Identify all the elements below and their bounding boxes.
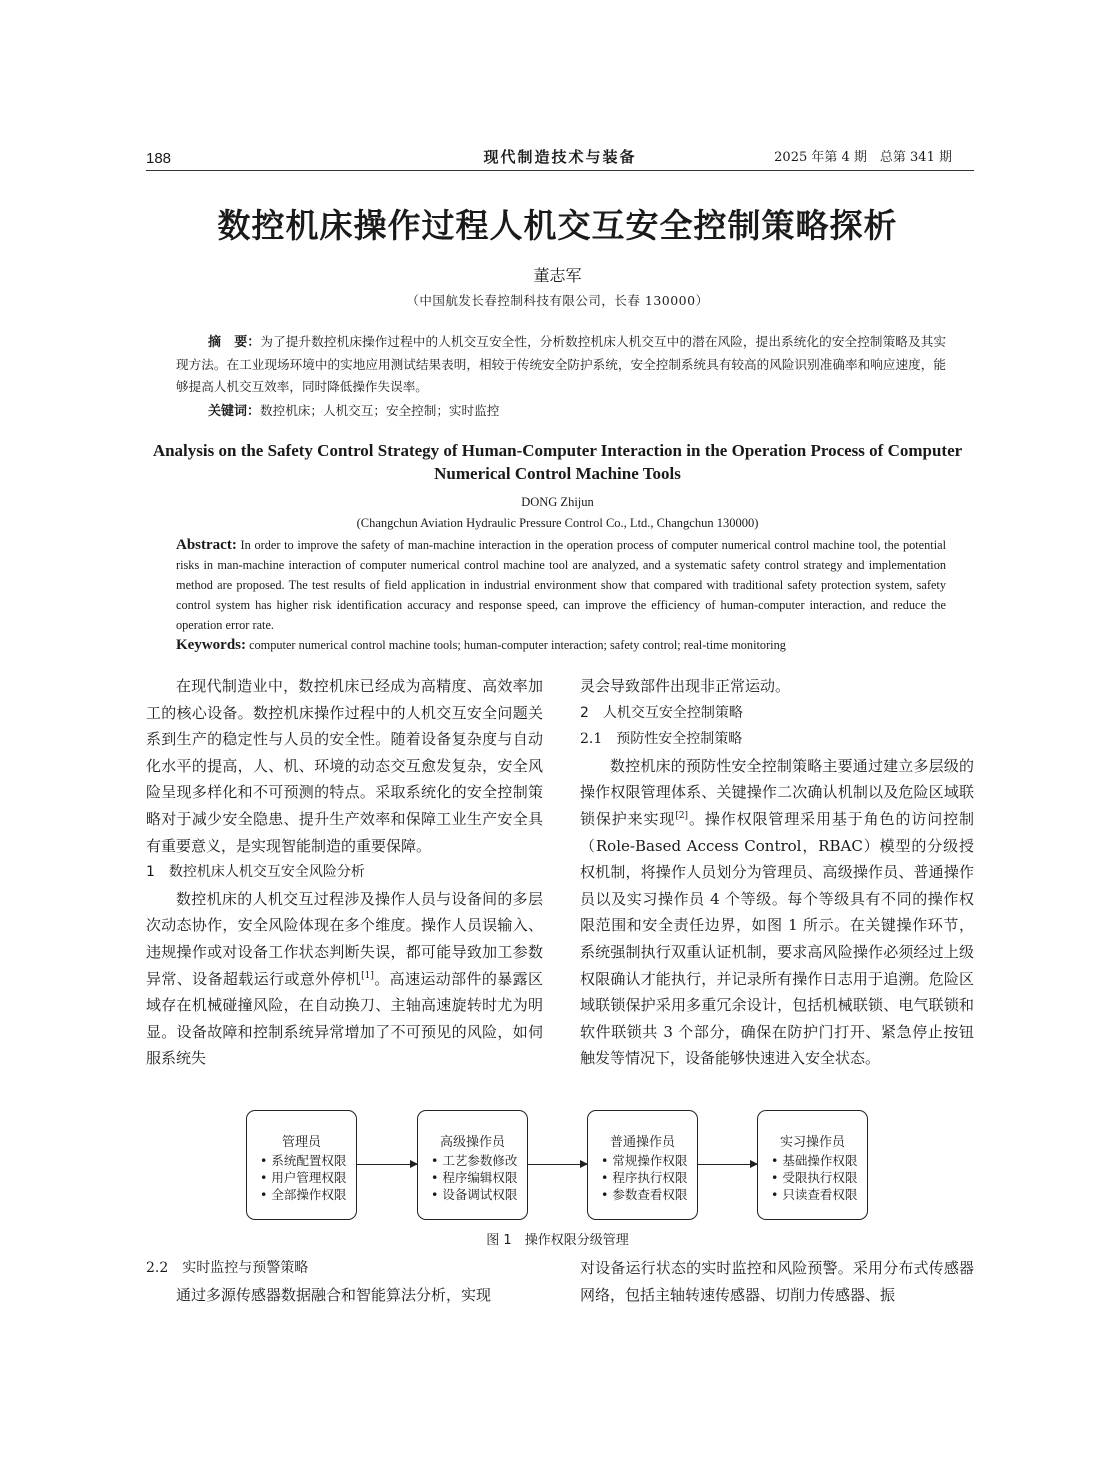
chinese-abstract-label: 摘 要：	[208, 335, 261, 350]
section-1-heading: 1 数控机床人机交互安全风险分析	[146, 864, 365, 881]
permission-item: • 程序执行权限	[601, 1170, 688, 1185]
permission-item: • 用户管理权限	[260, 1170, 347, 1185]
section-2-1-text-cont: 。操作权限管理采用基于角色的访问控制（Role-Based Access Control，RBAC）模型的分级授权机制，将操作人员划分为管理员、高级操作员、普通操作员以及实习操作员 4 个等级。每个等级具有不同的操作权限范围和安全责任边界，如图 1 所示。在关键操作环节，系统强制执行双重认证机制，要求高风险操作必须经过上级权限确认才能执行，并记录所有操作日志用于追溯。危险区域联锁保护采用多重冗余设计，包括机械联锁、电气联锁和软件联锁共 3 个部分，确保在防护门打开、紧急停止按钮触发等情况下，设备能够快速进入安全状态。	[580, 809, 974, 1068]
flow-arrow	[357, 1164, 417, 1165]
section-1-paragraph	[146, 886, 543, 1072]
intro-paragraph: 在现代制造业中，数控机床已经成为高精度、高效率加工的核心设备。数控机床操作过程中的人机交互安全问题关系到生产的稳定性与人员的安全性。随着设备复杂度与自动化水平的提高，人、机、环境的动态交互愈发复杂，安全风险呈现多样化和不可预测的特点。采取系统化的安全控制策略对于减少安全隐患、提升生产效率和保障工业生产安全具有重要意义，是实现智能制造的重要保障。	[146, 677, 543, 855]
role-title: 管理员	[281, 1135, 321, 1150]
english-keywords-label: Keywords:	[176, 637, 246, 653]
english-keywords-text: computer numerical control machine tools; human-computer interaction; safety control; real-time monitoring	[249, 638, 786, 652]
chinese-title: 数控机床操作过程人机交互安全控制策略探析	[217, 206, 898, 245]
left-column-bottom	[146, 1255, 543, 1308]
english-author: DONG Zhijun	[521, 495, 594, 509]
permission-item: • 设备调试权限	[431, 1187, 518, 1202]
figure-1	[146, 1107, 974, 1227]
page-number: 188	[146, 150, 172, 167]
permission-item: • 只读查看权限	[771, 1187, 858, 1202]
permission-item: • 全部操作权限	[260, 1187, 347, 1202]
right-column	[580, 673, 974, 1072]
chinese-affiliation: （中国航发长春控制科技有限公司，长春 130000）	[406, 293, 709, 308]
english-keywords	[176, 635, 956, 655]
role-box-intern-operator	[757, 1110, 868, 1220]
section-1-continuation: 灵会导致部件出现非正常运动。	[580, 677, 791, 695]
section-2-2-paragraph-cont: 对设备运行状态的实时监控和风险预警。采用分布式传感器网络，包括主轴转速传感器、切削力传感器、振	[580, 1259, 974, 1304]
section-2-1-paragraph	[580, 753, 974, 1072]
english-affiliation: (Changchun Aviation Hydraulic Pressure Control Co., Ltd., Changchun 130000)	[356, 516, 759, 530]
role-box-admin	[246, 1110, 357, 1220]
permission-item: • 工艺参数修改	[431, 1153, 518, 1168]
permission-item: • 基础操作权限	[771, 1153, 858, 1168]
running-head	[146, 140, 974, 171]
section-2-2-paragraph: 通过多源传感器数据融合和智能算法分析，实现	[176, 1285, 492, 1304]
flow-arrow	[698, 1164, 757, 1165]
permission-item: • 常规操作权限	[601, 1153, 688, 1168]
permission-item: • 程序编辑权限	[431, 1170, 518, 1185]
section-2-1-text: 数控机床的预防性安全控制策略主要通过建立多层级的操作权限管理体系、关键操作二次确认机制以及危险区域联锁保护来实现	[580, 756, 974, 828]
role-title: 实习操作员	[779, 1135, 845, 1150]
citation-1: [1]	[361, 970, 374, 981]
chinese-keywords-text: 数控机床；人机交互；安全控制；实时监控	[260, 403, 500, 418]
chinese-keywords-label: 关键词：	[208, 404, 261, 419]
permission-item: • 受限执行权限	[771, 1170, 858, 1185]
figure-1-caption: 图 1 操作权限分级管理	[486, 1233, 629, 1248]
chinese-abstract	[176, 331, 946, 398]
english-abstract-text: In order to improve the safety of man-machine interaction in the operation process of computer numerical control machine tool, the potential risks in man-machine interaction of computer numerical control machine tool are analyzed, and a systematic safety control strategy and implementation method are proposed. The test results of field application in industrial environment show that compared with traditional safety protection system, safety control system has higher risk identification accuracy and response speed, can improve the efficiency of human-computer interaction, and reduce the operation error rate.	[176, 538, 946, 632]
section-1-text: 数控机床的人机交互过程涉及操作人员与设备间的多层次动态协作，安全风险体现在多个维度。操作人员误输入、违规操作或对设备工作状态判断失误，都可能导致加工参数异常、设备超载运行或意外停机	[146, 889, 543, 988]
citation-2: [2]	[675, 810, 689, 821]
left-column	[146, 673, 543, 1072]
permission-item: • 参数查看权限	[601, 1187, 688, 1202]
issue-info: 2025 年第 4 期 总第 341 期	[774, 150, 952, 165]
journal-name: 现代制造技术与装备	[483, 148, 637, 166]
right-column-bottom	[580, 1255, 974, 1308]
role-box-senior-operator	[417, 1110, 528, 1220]
english-abstract	[176, 535, 946, 635]
chinese-keywords	[208, 401, 948, 422]
role-box-regular-operator	[587, 1110, 698, 1220]
english-abstract-label: Abstract:	[176, 537, 237, 553]
flow-arrow	[528, 1164, 587, 1165]
section-2-2-heading: 2.2 实时监控与预警策略	[146, 1260, 309, 1276]
section-1-text-cont: 。高速运动部件的暴露区域存在机械碰撞风险，在自动换刀、主轴高速旋转时尤为明显。设备故障和控制系统异常增加了不可预见的风险，如伺服系统失	[146, 969, 543, 1068]
chinese-author: 董志军	[533, 266, 582, 285]
role-title: 普通操作员	[609, 1135, 675, 1150]
permission-item: • 系统配置权限	[260, 1153, 347, 1168]
role-title: 高级操作员	[439, 1135, 505, 1150]
section-2-1-heading: 2.1 预防性安全控制策略	[580, 731, 743, 748]
chinese-abstract-text: 为了提升数控机床操作过程中的人机交互安全性，分析数控机床人机交互中的潜在风险，提出系统化的安全控制策略及其实现方法。在工业现场环境中的实地应用测试结果表明，相较于传统安全防护系统，安全控制系统具有较高的风险识别准确率和响应速度，能够提高人机交互效率，同时降低操作失误率。	[176, 334, 946, 394]
english-title: Analysis on the Safety Control Strategy of Human-Computer Interaction in the Operation Process of Computer Numerical Control Machine Tools	[152, 441, 963, 483]
section-2-heading: 2 人机交互安全控制策略	[580, 704, 743, 721]
